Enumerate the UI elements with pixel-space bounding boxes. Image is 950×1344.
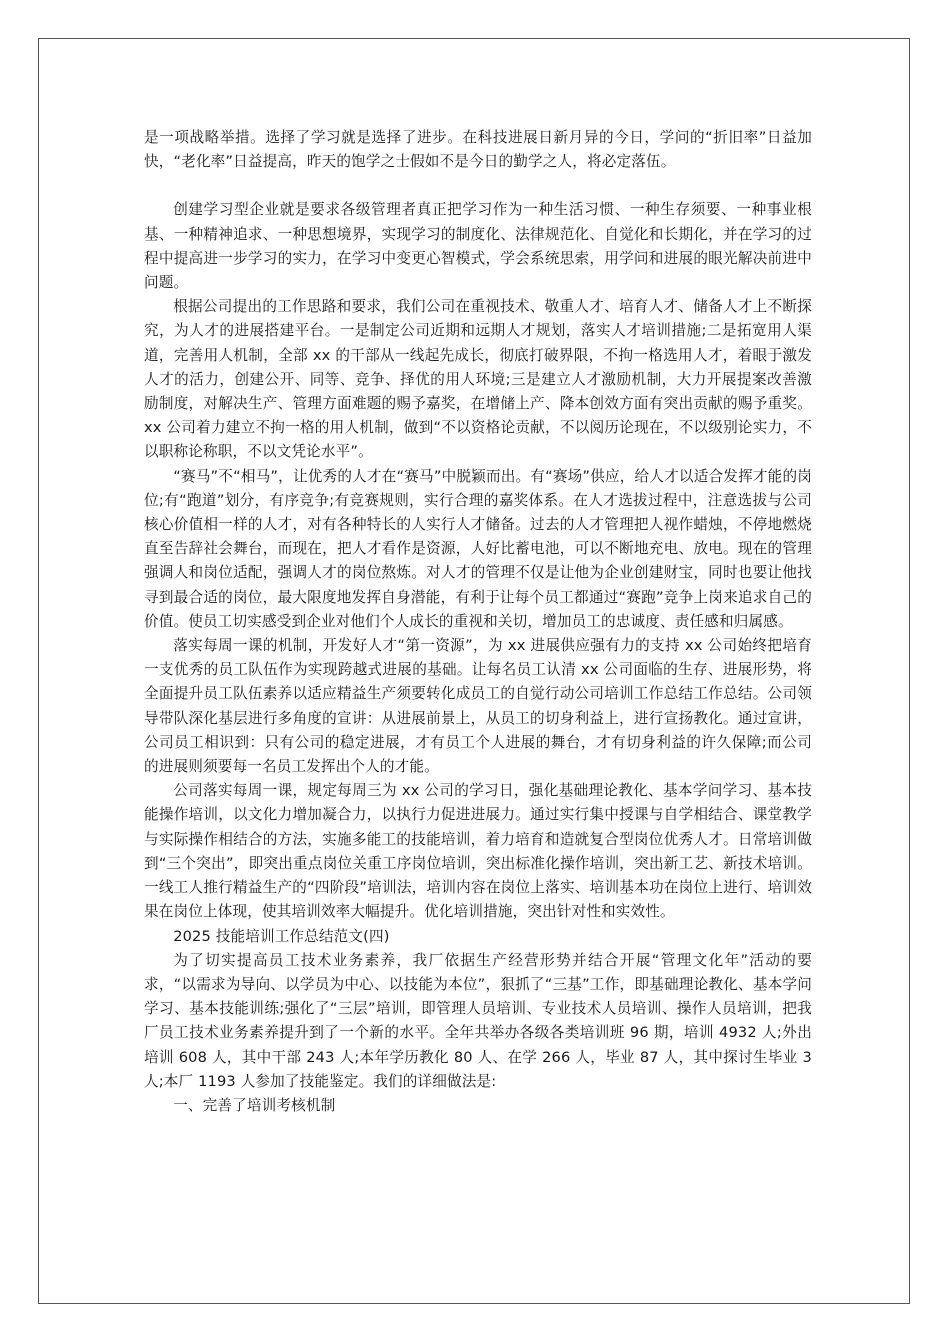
paragraph-horse-race: “赛马”不“相马”，让优秀的人才在“赛马”中脱颖而出。有“赛场”供应，给人才以适合发挥才能的岗位;有“跑道”划分，有序竞争;有竞赛规则，实行合理的嘉奖体系。在人才选拔过程中，注意选拔与公司核心价值相一样的人才，对有各种特长的人实行人才储备。过去的人才管理把人视作蜡烛，不停地燃烧直至告辞社会舞台，而现在，把人才看作是资源，人好比蓄电池，可以不断地充电、放电。现在的管理强调人和岗位适配，强调人才的岗位熬炼。对人才的管理不仅是让他为企业创建财宝，同时也要让他找寻到最合适的岗位，最大限度地发挥自身潜能，有利于让每个员工都通过“赛跑”竞争上岗来追求自己的价值。使员工切实感受到企业对他们个人成长的重视和关切，增加员工的忠诚度、责任感和归属感。 <box>144 467 812 630</box>
paragraph-talent-platform: 根据公司提出的工作思路和要求，我们公司在重视技术、敬重人才、培育人才、储备人才上不断探究，为人才的进展搭建平台。一是制定公司近期和远期人才规划，落实人才培训措施;二是拓宽用人渠道，完善用人机制，全部 xx 的干部从一线起先成长，彻底打破界限，不拘一格选用人才，着眼于激发人才的活力，创建公开、同等、竞争、择优的用人环境;三是建立人才激励机制，大力开展提案改善激励制度，对解决生产、管理方面难题的赐予嘉奖，在增储上产、降本创效方面有突出贡献的赐予重奖。xx 公司着力建立不拘一格的用人机制，做到“不以资格论贡献，不以阅历论现在，不以级别论实力，不以职称论称职，不以文凭论水平”。 <box>144 298 812 461</box>
paragraph-weekly-lesson-mechanism: 落实每周一课的机制，开发好人才“第一资源”，为 xx 进展供应强有力的支持 xx 公司始终把培育一支优秀的员工队伍作为实现跨越式进展的基础。让每名员工认清 xx 公司面临的生存、进展形势，将全面提升员工队伍素养以适应精益生产须要转化成员工的自觉行动公司培训工作总结工作总结。公司领导带队深化基层进行多角度的宣讲：从进展前景上，从员工的切身利益上，进行宣扬教化。通过宣讲，公司员工相识到：只有公司的稳定进展，才有员工个人进展的舞台，才有切身利益的许久保障;而公司的进展则须要每一名员工发挥出个人的才能。 <box>144 637 812 776</box>
document-body <box>144 126 812 1118</box>
paragraph-learning-enterprise: 创建学习型企业就是要求各级管理者真正把学习作为一种生活习惯、一种生存须要、一种事业根基、一种精神追求、一种思想境界，实现学习的制度化、法律规范化、自觉化和长期化，并在学习的过程中提高进一步学习的实力，在学习中变更心智模式，学会系统思索，用学问和进展的眼光解决前进中问题。 <box>144 201 812 292</box>
paragraph-skill-training-summary: 为了切实提高员工技术业务素养，我厂依据生产经营形势并结合开展“管理文化年”活动的要求，“以需求为导向、以学员为中心、以技能为本位”，狠抓了“三基”工作，即基础理论教化、基本学问学习、基本技能训练;强化了“三层”培训，即管理人员培训、专业技术人员培训、操作人员培训，把我厂员工技术业务素养提升到了一个新的水平。全年共举办各级各类培训班 96 期，培训 4932 人;外出培训 608 人，其中干部 243 人;本年学历教化 80 人、在学 266 人，毕业 87 人，其中探讨生毕业 3 人;本厂 1193 人参加了技能鉴定。我们的详细做法是: <box>144 951 812 1090</box>
section-heading: 2025 技能培训工作总结范文(四) <box>173 927 390 945</box>
subsection-heading: 一、完善了培训考核机制 <box>173 1096 336 1114</box>
paragraph-weekly-lesson-implementation: 公司落实每周一课，规定每周三为 xx 公司的学习日，强化基础理论教化、基本学问学习、基本技能操作培训，以文化力增加凝合力，以执行力促进进展力。通过实行集中授课与自学相结合、课堂教学与实际操作相结合的方法，实施多能工的技能培训，着力培育和造就复合型岗位优秀人才。日常培训做到“三个突出”，即突出重点岗位关重工序岗位培训，突出标准化操作培训，突出新工艺、新技术培训。一线工人推行精益生产的“四阶段”培训法，培训内容在岗位上落实、培训基本功在岗位上进行、培训效果在岗位上体现，使其培训效率大幅提升。优化培训措施，突出针对性和实效性。 <box>144 782 812 921</box>
paragraph-strategic-learning: 是一项战略举措。选择了学习就是选择了进步。在科技进展日新月异的今日，学问的“折旧率”日益加快，“老化率”日益提高，昨天的饱学之士假如不是今日的勤学之人，将必定落伍。 <box>144 129 812 171</box>
